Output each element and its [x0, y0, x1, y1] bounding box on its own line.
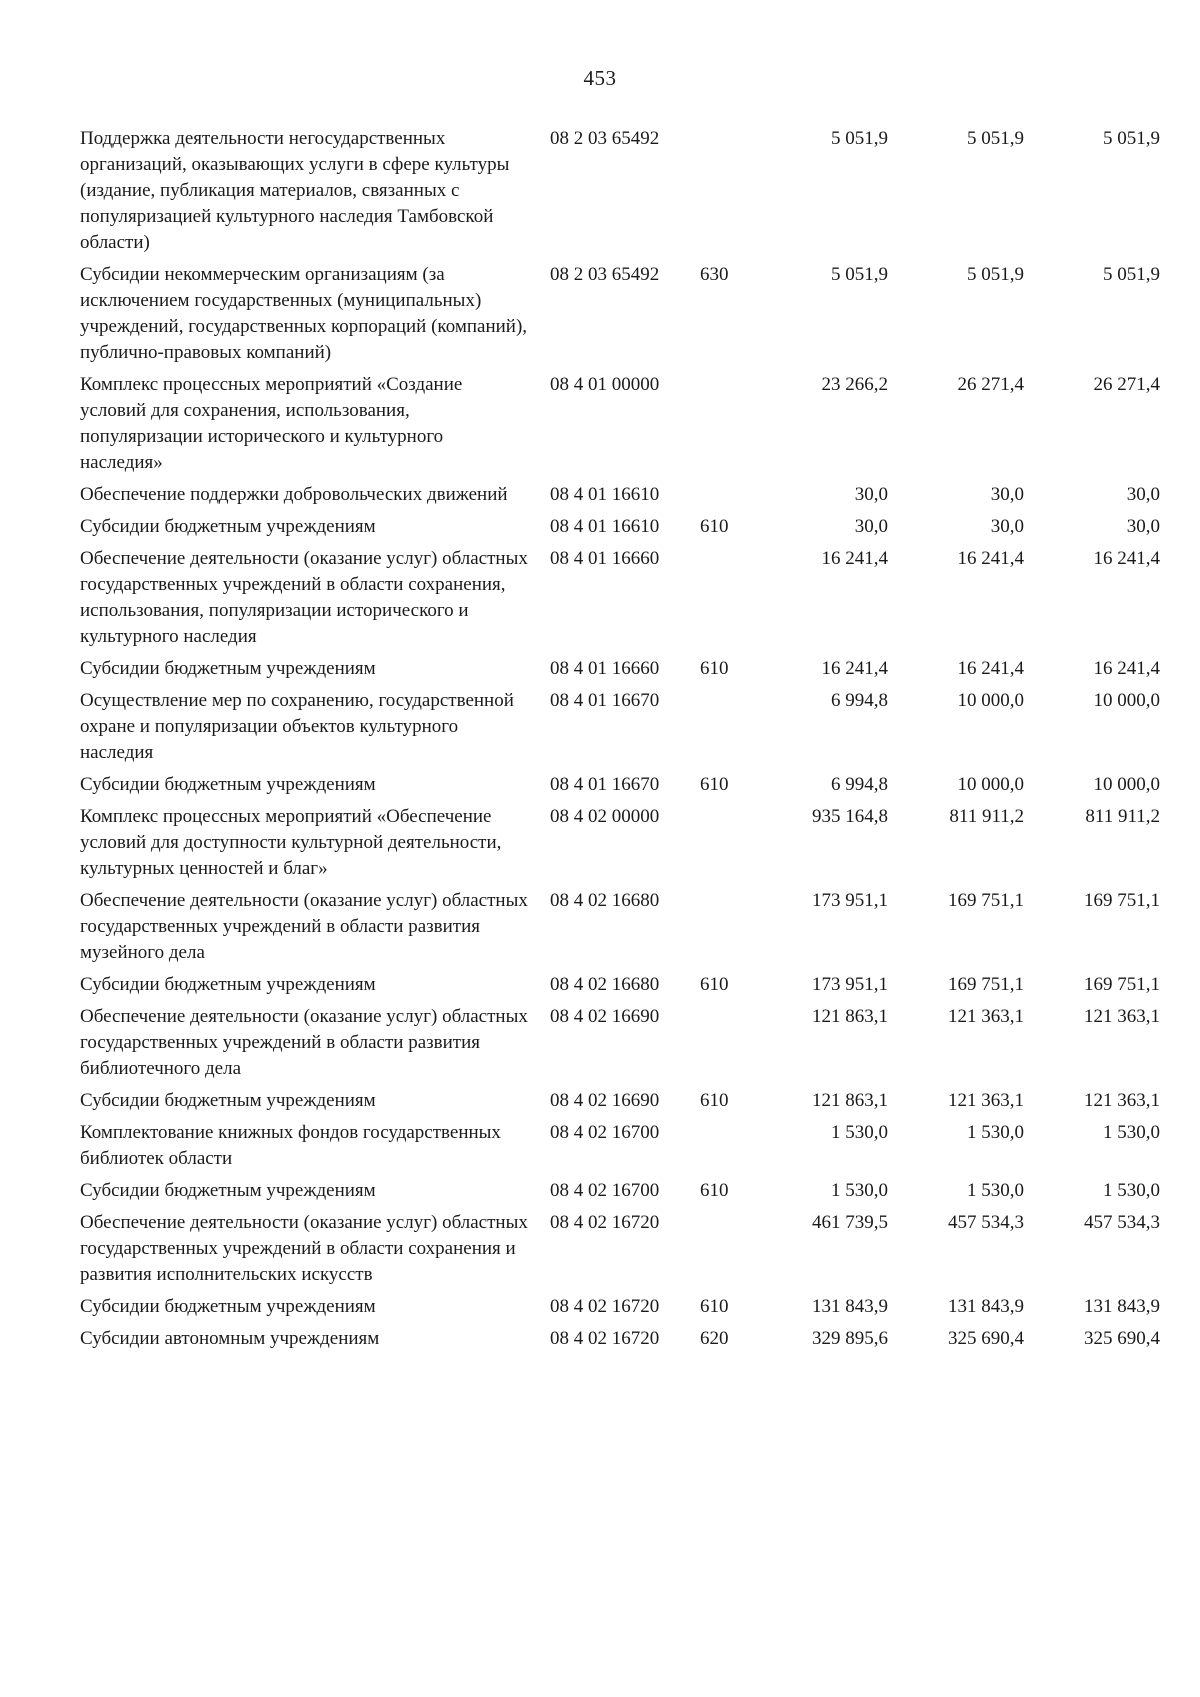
row-code: 08 4 02 16720 [550, 1296, 660, 1317]
row-value-3: 10 000,0 [1093, 774, 1160, 795]
table-row [80, 1294, 1160, 1326]
row-kind: 610 [700, 1180, 729, 1201]
row-value-3: 169 751,1 [1084, 974, 1160, 995]
row-name: Субсидии бюджетным учреждениям [80, 1296, 376, 1317]
row-value-2: 30,0 [990, 516, 1024, 537]
row-kind: 610 [700, 516, 729, 537]
table-row [80, 804, 1160, 888]
row-code: 08 4 02 00000 [550, 806, 660, 827]
row-name: Обеспечение деятельности (оказание услуг) областных государственных учреждений в области развития музейного дела [80, 890, 528, 963]
table-row [80, 688, 1160, 772]
table-row [80, 1326, 1160, 1358]
row-name: Обеспечение деятельности (оказание услуг) областных государственных учреждений в области развития библиотечного дела [80, 1006, 528, 1079]
row-name: Комплектование книжных фондов государственных библиотек области [80, 1122, 501, 1169]
table-row [80, 546, 1160, 656]
row-value-1: 16 241,4 [821, 548, 888, 569]
row-name: Обеспечение деятельности (оказание услуг) областных государственных учреждений в области сохранения, использования, популяризации исторического и культурного наследия [80, 548, 528, 647]
row-kind: 610 [700, 774, 729, 795]
row-value-3: 121 363,1 [1084, 1006, 1160, 1027]
row-value-1: 6 994,8 [831, 690, 888, 711]
table-row [80, 888, 1160, 972]
row-value-3: 131 843,9 [1084, 1296, 1160, 1317]
page-number: 453 [583, 66, 617, 90]
row-value-1: 461 739,5 [812, 1212, 888, 1233]
row-code: 08 4 02 16720 [550, 1212, 660, 1233]
row-code: 08 2 03 65492 [550, 264, 660, 285]
row-kind [700, 688, 760, 772]
row-code: 08 4 01 16670 [550, 690, 660, 711]
row-value-2: 1 530,0 [967, 1122, 1024, 1143]
table-row [80, 1088, 1160, 1120]
table-row [80, 972, 1160, 1004]
row-kind [700, 126, 760, 262]
row-code: 08 4 02 16680 [550, 890, 660, 911]
row-name: Субсидии бюджетным учреждениям [80, 1180, 376, 1201]
row-value-2: 169 751,1 [948, 890, 1024, 911]
row-value-1: 1 530,0 [831, 1180, 888, 1201]
row-value-2: 5 051,9 [967, 264, 1024, 285]
row-name: Обеспечение поддержки добровольческих движений [80, 484, 508, 505]
row-value-1: 30,0 [854, 484, 888, 505]
table-row [80, 262, 1160, 372]
row-value-3: 10 000,0 [1093, 690, 1160, 711]
row-kind [700, 804, 760, 888]
row-value-3: 5 051,9 [1103, 128, 1160, 149]
row-name: Субсидии некоммерческим организациям (за исключением государственных (муниципальных) учреждений, государственных корпораций (компаний), публично-правовых компаний) [80, 264, 528, 363]
row-value-3: 30,0 [1126, 484, 1160, 505]
row-kind [700, 1210, 760, 1294]
row-value-3: 1 530,0 [1103, 1180, 1160, 1201]
row-value-2: 10 000,0 [957, 690, 1024, 711]
row-name: Обеспечение деятельности (оказание услуг) областных государственных учреждений в области сохранения и развития исполнительских искусств [80, 1212, 528, 1285]
row-value-2: 16 241,4 [957, 658, 1024, 679]
row-code: 08 4 01 16610 [550, 484, 660, 505]
row-code: 08 4 02 16720 [550, 1328, 660, 1349]
row-value-1: 16 241,4 [821, 658, 888, 679]
row-kind [700, 888, 760, 972]
row-value-1: 935 164,8 [812, 806, 888, 827]
row-value-2: 5 051,9 [967, 128, 1024, 149]
row-value-1: 173 951,1 [812, 890, 888, 911]
row-value-2: 26 271,4 [957, 374, 1024, 395]
row-kind [700, 1120, 760, 1178]
table-row [80, 1120, 1160, 1178]
row-value-2: 16 241,4 [957, 548, 1024, 569]
row-value-3: 26 271,4 [1093, 374, 1160, 395]
row-kind [700, 482, 760, 514]
budget-table-body [80, 126, 1160, 1358]
row-code: 08 2 03 65492 [550, 128, 660, 149]
row-kind: 630 [700, 264, 729, 285]
row-code: 08 4 02 16700 [550, 1122, 660, 1143]
row-name: Комплекс процессных мероприятий «Создание условий для сохранения, использования, популяризации исторического и культурного наследия» [80, 374, 463, 473]
table-row [80, 514, 1160, 546]
table-row [80, 482, 1160, 514]
row-kind [700, 372, 760, 482]
row-value-3: 30,0 [1126, 516, 1160, 537]
row-code: 08 4 01 16610 [550, 516, 660, 537]
row-code: 08 4 02 16690 [550, 1006, 660, 1027]
row-code: 08 4 01 16660 [550, 548, 660, 569]
table-row [80, 656, 1160, 688]
row-value-3: 121 363,1 [1084, 1090, 1160, 1111]
row-name: Субсидии бюджетным учреждениям [80, 516, 376, 537]
row-value-3: 457 534,3 [1084, 1212, 1160, 1233]
row-value-2: 169 751,1 [948, 974, 1024, 995]
row-value-1: 6 994,8 [831, 774, 888, 795]
row-value-1: 329 895,6 [812, 1328, 888, 1349]
row-value-2: 457 534,3 [948, 1212, 1024, 1233]
row-code: 08 4 02 16700 [550, 1180, 660, 1201]
row-value-1: 121 863,1 [812, 1006, 888, 1027]
row-value-3: 169 751,1 [1084, 890, 1160, 911]
row-code: 08 4 01 16670 [550, 774, 660, 795]
row-value-3: 325 690,4 [1084, 1328, 1160, 1349]
row-code: 08 4 02 16680 [550, 974, 660, 995]
table-row [80, 1004, 1160, 1088]
row-value-2: 30,0 [990, 484, 1024, 505]
budget-table [80, 126, 1160, 1358]
row-value-1: 30,0 [854, 516, 888, 537]
row-code: 08 4 01 00000 [550, 374, 660, 395]
row-kind: 610 [700, 1090, 729, 1111]
row-value-2: 131 843,9 [948, 1296, 1024, 1317]
row-name: Субсидии бюджетным учреждениям [80, 774, 376, 795]
table-row [80, 772, 1160, 804]
row-kind: 610 [700, 974, 729, 995]
row-kind: 610 [700, 1296, 729, 1317]
row-kind [700, 546, 760, 656]
row-kind [700, 1004, 760, 1088]
row-kind: 620 [700, 1328, 729, 1349]
row-value-3: 811 911,2 [1085, 806, 1160, 827]
row-value-1: 5 051,9 [831, 264, 888, 285]
row-value-3: 16 241,4 [1093, 658, 1160, 679]
table-row [80, 372, 1160, 482]
row-name: Осуществление мер по сохранению, государственной охране и популяризации объектов культурного наследия [80, 690, 514, 763]
row-code: 08 4 02 16690 [550, 1090, 660, 1111]
row-value-3: 5 051,9 [1103, 264, 1160, 285]
row-code: 08 4 01 16660 [550, 658, 660, 679]
row-name: Комплекс процессных мероприятий «Обеспечение условий для доступности культурной деятельности, культурных ценностей и благ» [80, 806, 502, 879]
row-value-2: 10 000,0 [957, 774, 1024, 795]
table-row [80, 1178, 1160, 1210]
row-value-1: 5 051,9 [831, 128, 888, 149]
row-name: Субсидии бюджетным учреждениям [80, 1090, 376, 1111]
row-name: Субсидии бюджетным учреждениям [80, 658, 376, 679]
row-value-1: 131 843,9 [812, 1296, 888, 1317]
row-name: Поддержка деятельности негосударственных организаций, оказывающих услуги в сфере культуры (издание, публикация материалов, связанных с популяризацией культурного наследия Тамбовской области) [80, 128, 510, 253]
row-value-2: 1 530,0 [967, 1180, 1024, 1201]
row-value-2: 325 690,4 [948, 1328, 1024, 1349]
row-name: Субсидии бюджетным учреждениям [80, 974, 376, 995]
table-row [80, 126, 1160, 262]
row-name: Субсидии автономным учреждениям [80, 1328, 380, 1349]
row-value-1: 23 266,2 [821, 374, 888, 395]
table-row [80, 1210, 1160, 1294]
row-kind: 610 [700, 658, 729, 679]
row-value-3: 1 530,0 [1103, 1122, 1160, 1143]
row-value-3: 16 241,4 [1093, 548, 1160, 569]
row-value-2: 121 363,1 [948, 1006, 1024, 1027]
row-value-1: 1 530,0 [831, 1122, 888, 1143]
row-value-1: 121 863,1 [812, 1090, 888, 1111]
row-value-2: 811 911,2 [949, 806, 1024, 827]
row-value-1: 173 951,1 [812, 974, 888, 995]
row-value-2: 121 363,1 [948, 1090, 1024, 1111]
